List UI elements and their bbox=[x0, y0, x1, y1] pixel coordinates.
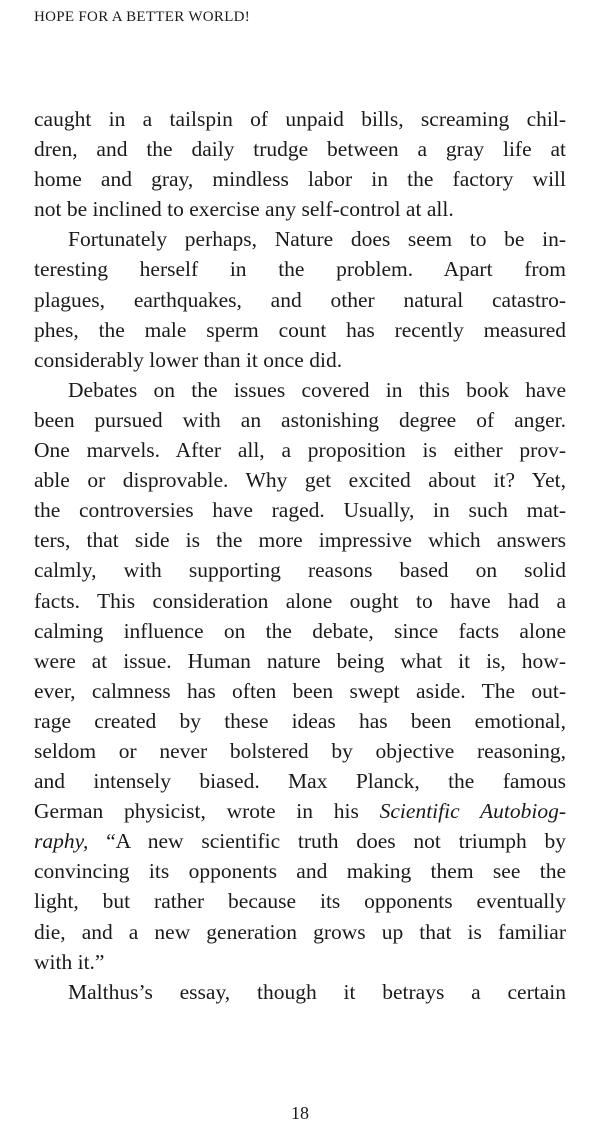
text-line: not be inclined to exercise any self-control at all. bbox=[34, 197, 454, 222]
text-line: caught in a tailspin of unpaid bills, screaming chil- bbox=[34, 107, 566, 131]
text-line: teresting herself in the problem. Apart from bbox=[34, 257, 566, 282]
text-line: with it.” bbox=[34, 949, 105, 974]
text-line: calming influence on the debate, since facts alone bbox=[34, 618, 566, 643]
paragraph-4 bbox=[34, 977, 566, 1007]
paragraph-1 bbox=[34, 104, 566, 224]
paragraph-3 bbox=[34, 375, 566, 977]
text-line bbox=[34, 826, 566, 856]
text-line: convincing its opponents and making them see the bbox=[34, 859, 566, 884]
text-line: facts. This consideration alone ought to have had a bbox=[34, 588, 566, 613]
text-line: One marvels. After all, a proposition is either prov- bbox=[34, 438, 566, 463]
text-line: plagues, earthquakes, and other natural catastro- bbox=[34, 287, 566, 312]
text-line: were at issue. Human nature being what it is, how- bbox=[34, 648, 566, 673]
quote-start: “A new scientific truth does not triumph by bbox=[106, 829, 566, 854]
text-line: Fortunately perhaps, Nature does seem to be in- bbox=[68, 227, 566, 252]
text-line: die, and a new generation grows up that is familiar bbox=[34, 919, 566, 944]
book-title-italic: Scientific Autobiog- bbox=[379, 799, 566, 824]
text-line: the controversies have raged. Usually, in such mat- bbox=[34, 498, 566, 523]
text-line: home and gray, mindless labor in the factory will bbox=[34, 167, 566, 192]
text-line: phes, the male sperm count has recently measured bbox=[34, 317, 566, 342]
text-line: rage created by these ideas has been emotional, bbox=[34, 708, 566, 733]
book-title-italic: raphy, bbox=[34, 829, 89, 854]
running-head: HOPE FOR A BETTER WORLD! bbox=[34, 9, 251, 25]
text-line: Debates on the issues covered in this book have bbox=[68, 377, 566, 402]
text-line: light, but rather because its opponents eventually bbox=[34, 889, 566, 914]
text-line: ever, calmness has often been swept aside. The out- bbox=[34, 678, 566, 703]
text-line: able or disprovable. Why get excited about it? Yet, bbox=[34, 468, 566, 493]
text-line bbox=[34, 796, 566, 826]
text-line: calmly, with supporting reasons based on solid bbox=[34, 558, 566, 583]
paragraph-2 bbox=[34, 224, 566, 374]
text-line: and intensely biased. Max Planck, the famous bbox=[34, 769, 566, 794]
page-number: 18 bbox=[291, 1103, 309, 1123]
text-line: seldom or never bolstered by objective reasoning, bbox=[34, 738, 566, 763]
body-text bbox=[34, 104, 566, 1007]
text-line: Malthus’s essay, though it betrays a certain bbox=[68, 979, 566, 1004]
text-fragment: German physicist, wrote in his bbox=[34, 799, 359, 824]
text-line: been pursued with an astonishing degree of anger. bbox=[34, 407, 566, 432]
text-line: ters, that side is the more impressive which answers bbox=[34, 528, 566, 553]
text-line: dren, and the daily trudge between a gray life at bbox=[34, 137, 566, 162]
text-line: considerably lower than it once did. bbox=[34, 347, 343, 372]
